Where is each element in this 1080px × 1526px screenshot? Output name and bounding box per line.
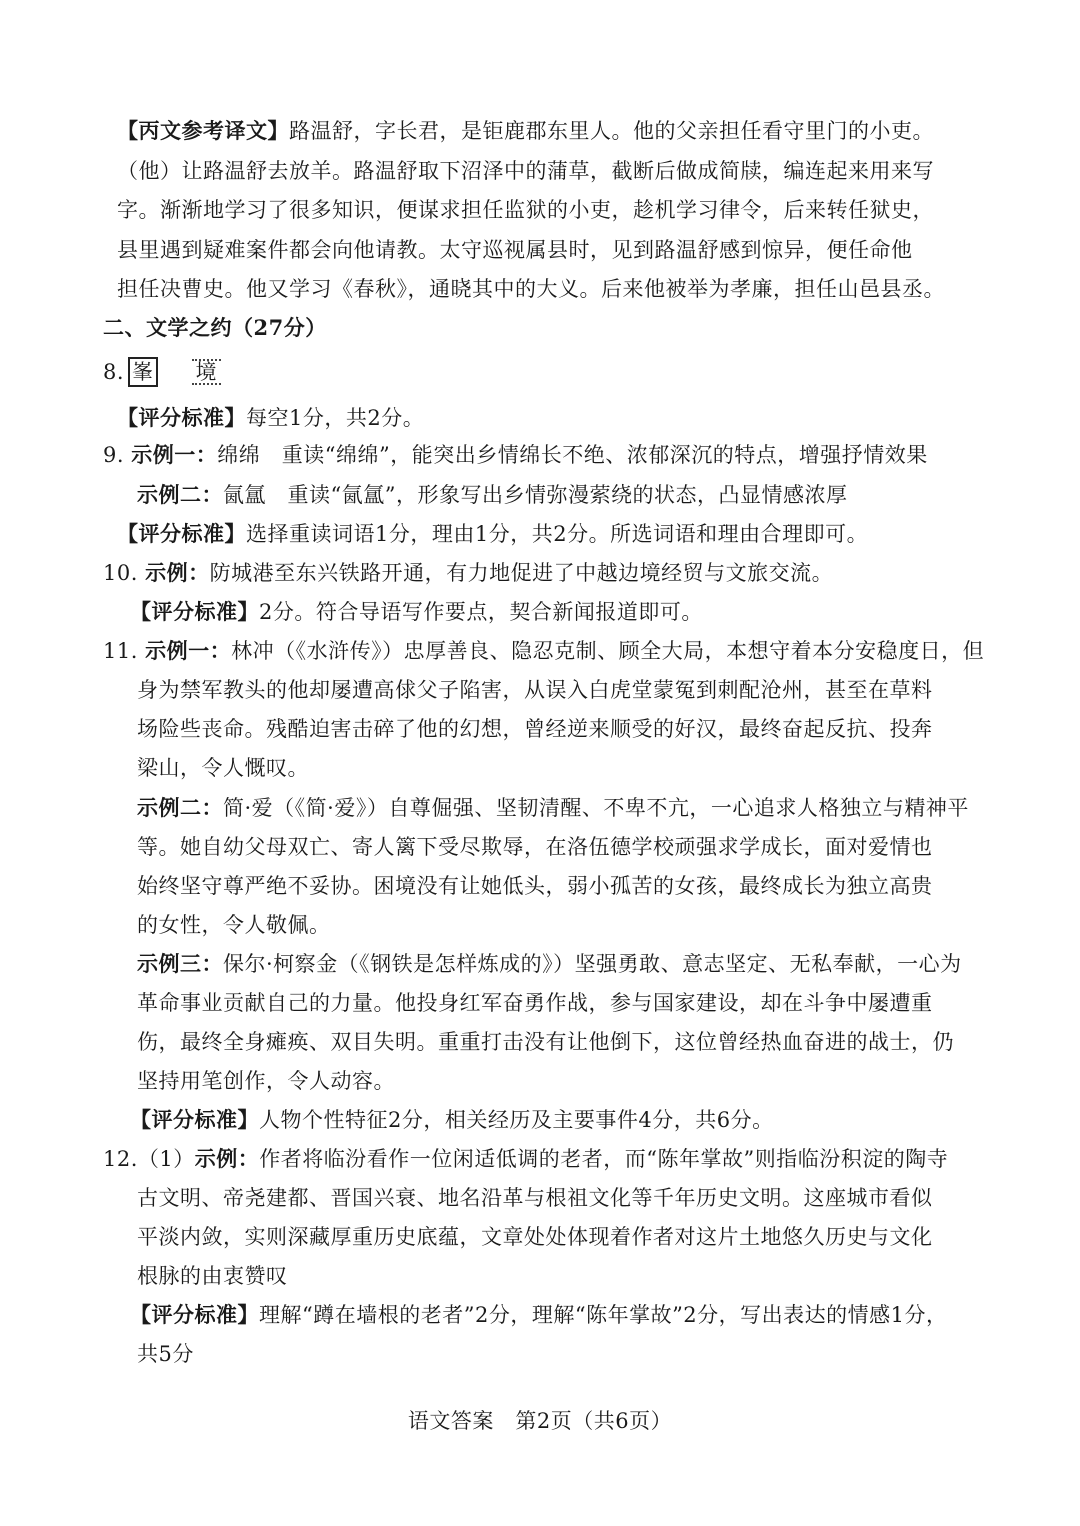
ref-translation-line-4: 县里遇到疑难案件都会向他请教。太守巡视属县时，见到路温舒感到惊异，便任命他 xyxy=(117,238,913,262)
q11-example-3-line-3: 伤，最终全身瘫痪、双目失明。重重打击没有让他倒下，这位曾经热血奋进的战士，仍 xyxy=(137,1030,954,1054)
q12-example-line-1: 12.（1）示例：作者将临汾看作一位闲适低调的老者，而“陈年掌故”则指临汾积淀的陶寺 xyxy=(103,1146,949,1171)
ref-translation-line-3: 字。渐渐地学习了很多知识，便谋求担任监狱的小吏，趁机学习律令，后来转任狱史， xyxy=(117,198,934,222)
q8-answer-boxed: 峯 xyxy=(128,357,158,387)
q11-example-1-line-2: 身为禁军教头的他却屡遭高俅父子陷害，从误入白虎堂蒙冤到刺配沧州，甚至在草料 xyxy=(137,678,933,702)
q9-standard: 【评分标准】选择重读词语1分，理由1分，共2分。所选词语和理由合理即可。 xyxy=(117,521,869,546)
q8-answer-dotted: 境 xyxy=(192,359,222,385)
ref-translation-label: 【丙文参考译文】 xyxy=(117,118,289,143)
q11-example-1-line-3: 场险些丧命。残酷迫害击碎了他的幻想，曾经逆来顺受的好汉，最终奋起反抗、投奔 xyxy=(137,717,933,741)
q8-answer-line xyxy=(0,357,1080,387)
q10-standard: 【评分标准】2分。符合导语写作要点，契合新闻报道即可。 xyxy=(130,599,703,624)
q10-example: 10. 示例：防城港至东兴铁路开通，有力地促进了中越边境经贸与文旅交流。 xyxy=(103,560,834,585)
q11-example-3-line-1: 示例三：保尔·柯察金（《钢铁是怎样炼成的》）坚强勇敢、意志坚定、无私奉献，一心为 xyxy=(137,951,962,976)
q12-example-line-4: 根脉的由衷赞叹 xyxy=(137,1264,288,1288)
q11-example-1-line-4: 梁山，令人慨叹。 xyxy=(137,756,309,780)
q11-example-3-line-2: 革命事业贡献自己的力量。他投身红军奋勇作战，参与国家建设，却在斗争中屡遭重 xyxy=(137,991,933,1015)
q9-example-1: 9. 示例一：绵绵 重读“绵绵”，能突出乡情绵长不绝、浓郁深沉的特点，增强抒情效果 xyxy=(103,442,928,467)
q11-standard: 【评分标准】人物个性特征2分，相关经历及主要事件4分，共6分。 xyxy=(130,1107,774,1132)
q12-example-line-2: 古文明、帝尧建都、晋国兴衰、地名沿革与根祖文化等千年历史文明。这座城市看似 xyxy=(137,1186,933,1210)
q11-example-2-line-3: 始终坚守尊严绝不妥协。困境没有让她低头，弱小孤苦的女孩，最终成长为独立高贵 xyxy=(137,874,933,898)
q8-standard: 【评分标准】每空1分，共2分。 xyxy=(117,405,425,430)
q11-example-1-line-1: 11. 示例一：林冲（《水浒传》）忠厚善良、隐忍克制、顾全大局，本想守着本分安稳度日，但 xyxy=(103,638,985,663)
page-footer: 语文答案 第2页（共6页） xyxy=(407,1409,673,1433)
q11-example-2-line-1: 示例二：简·爱（《简·爱》）自尊倔强、坚韧清醒、不卑不亢，一心追求人格独立与精神平 xyxy=(137,795,969,820)
q11-example-3-line-4: 坚持用笔创作，令人动容。 xyxy=(137,1069,395,1093)
ref-translation-line-5: 担任决曹史。他又学习《春秋》，通晓其中的大义。后来他被举为孝廉，担任山邑县丞。 xyxy=(117,277,945,301)
ref-translation-line-1: 【丙文参考译文】路温舒，字长君，是钜鹿郡东里人。他的父亲担任看守里门的小吏。 xyxy=(117,118,934,143)
q11-example-2-line-2: 等。她自幼父母双亡、寄人篱下受尽欺辱，在洛伍德学校顽强求学成长，面对爱情也 xyxy=(137,835,933,859)
ref-translation-line-2: （他）让路温舒去放羊。路温舒取下沼泽中的蒲草，截断后做成简牍，编连起来用来写 xyxy=(117,159,934,183)
q12-standard-line-2: 共5分 xyxy=(137,1342,194,1366)
q8-number: 8. xyxy=(103,360,125,384)
q11-example-2-line-4: 的女性，令人敬佩。 xyxy=(137,913,331,937)
section-heading: 二、文学之约（27分） xyxy=(103,315,327,340)
q12-example-line-3: 平淡内敛，实则深藏厚重历史底蕴，文章处处体现着作者对这片土地悠久历史与文化 xyxy=(137,1225,933,1249)
q9-example-2: 示例二：氤氲 重读“氤氲”，形象写出乡情弥漫萦绕的状态，凸显情感浓厚 xyxy=(137,482,848,507)
q12-standard-line-1: 【评分标准】理解“蹲在墙根的老者”2分，理解“陈年掌故”2分，写出表达的情感1分， xyxy=(130,1302,948,1327)
